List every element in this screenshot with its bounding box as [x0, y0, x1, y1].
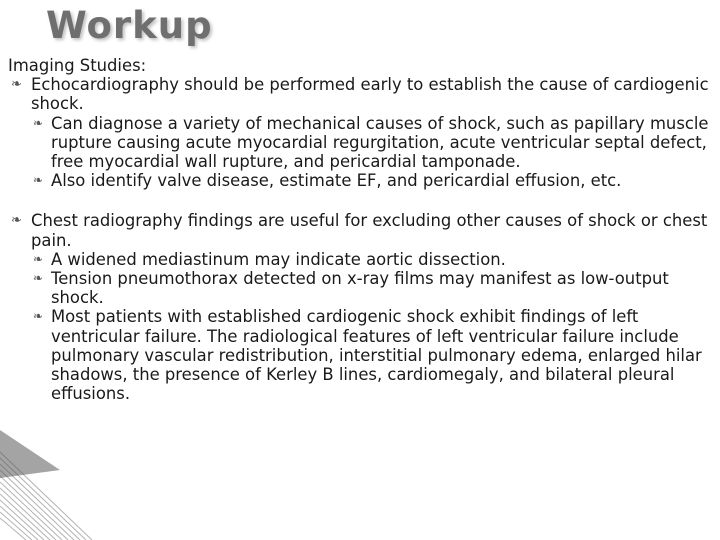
leaf-bullet-icon: ❧ [33, 173, 44, 188]
slide-title: Workup [46, 4, 213, 47]
slide-content [8, 56, 716, 403]
sub-bullet-text: Also identify valve disease, estimate EF, and pericardial effusion, etc. [51, 171, 622, 191]
sub-bullet-list [31, 250, 716, 404]
sub-bullet-item [31, 171, 716, 190]
leaf-bullet-icon: ❧ [11, 77, 22, 93]
leaf-bullet-icon: ❧ [33, 251, 44, 266]
sub-bullet-item [31, 307, 716, 403]
leaf-bullet-icon: ❧ [33, 271, 44, 286]
bullet-item [8, 75, 716, 190]
bullet-text: Echocardiography should be performed early to establish the cause of cardiogenic shock. [31, 75, 709, 114]
leaf-bullet-icon: ❧ [33, 309, 44, 324]
bullet-item [8, 211, 716, 403]
sub-bullet-item [31, 114, 716, 172]
leaf-bullet-icon: ❧ [11, 213, 22, 229]
sub-bullet-text: Tension pneumothorax detected on x-ray films may manifest as low-output shock. [51, 269, 669, 308]
section-label: Imaging Studies: [8, 56, 147, 75]
sub-bullet-item [31, 250, 716, 269]
sub-bullet-text: A widened mediastinum may indicate aortic dissection. [51, 249, 506, 269]
sub-bullet-list [31, 114, 716, 191]
sub-bullet-text: Most patients with established cardiogenic shock exhibit findings of left ventricular failure. The radiological features of left ventricular failure include pulmonary vascular redistribution, interstitial pulmonary edema, enlarged hilar shadows, the presence of Kerley B lines, cardiomegaly, and bilateral pleural effusions. [51, 307, 702, 404]
bullet-list [8, 75, 716, 403]
leaf-bullet-icon: ❧ [33, 115, 44, 130]
stripes-group [0, 452, 92, 540]
bullet-text: Chest radiography findings are useful for excluding other causes of shock or chest pain. [31, 211, 708, 250]
sub-bullet-item [31, 269, 716, 307]
sub-bullet-text: Can diagnose a variety of mechanical causes of shock, such as papillary muscle rupture causing acute myocardial regurgitation, acute ventricular septal defect, free myocardial wall rupture, and pericardial tamponade. [51, 113, 709, 172]
dark-wedge [0, 430, 60, 478]
